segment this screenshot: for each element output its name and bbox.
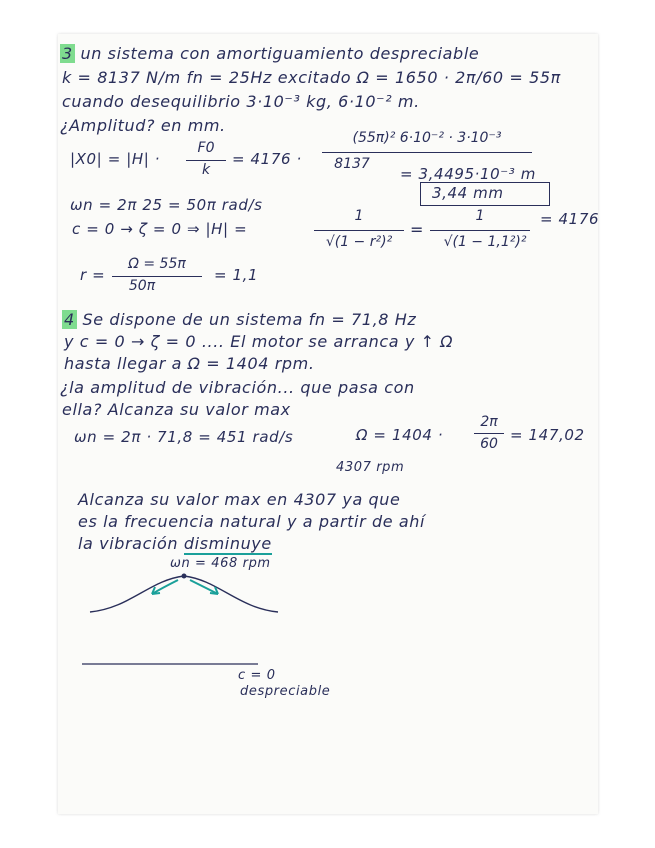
omega-result: = 147,02 [510,426,585,444]
c-zero-equation: c = 0 → ζ = 0 ⇒ |H| = [72,220,248,238]
eq1-mid: = 4176 · [232,150,302,168]
r-result: = 1,1 [214,266,259,284]
eq1-result: = 3,4495·10⁻³ m [400,165,536,183]
eq1-frac-bar [186,160,226,161]
conclusion-1: Alcanza su valor max en 4307 ya que [78,490,401,509]
problem4-line1 [62,310,416,329]
conclusion-2: es la frecuencia natural y a partir de ahí [78,512,426,531]
h2-num: 1 [475,208,485,224]
rpm-note: 4307 rpm [336,460,405,475]
eq1-frac-num: F0 [197,140,215,156]
problem3-line1 [60,44,479,63]
omega-eq-left: Ω = 1404 · [356,426,444,444]
h-num: 1 [354,208,364,224]
eq1-bar [322,152,532,153]
problem3-line2: k = 8137 N/m fn = 25Hz excitado Ω = 1650 · 2π/60 = 55π [62,68,561,87]
problem4-line5: ella? Alcanza su valor max [62,400,291,419]
problem4-text-1: Se dispone de un sistema fn = 71,8 Hz [82,310,417,329]
eq1-boxed-text: 3,44 mm [432,184,504,202]
r-left: r = [80,266,106,284]
h2-bar [430,230,530,231]
peak-label: ωn = 468 rpm [170,556,271,571]
omega-num: 2π [480,414,498,430]
left-arrow [152,580,178,594]
r-bar [112,276,202,277]
problem3-text-1: un sistema con amortiguamiento despreciable [80,44,480,63]
conclusion-3-text: la vibración [78,534,179,553]
eq1-num: (55π)² 6·10⁻² · 3·10⁻³ [352,130,502,146]
h2-den: √(1 − 1,1²)² [443,234,527,250]
axis-c-label: c = 0 [238,668,276,683]
resonance-sketch [80,560,300,680]
problem3-line3: cuando desequilibrio 3·10⁻³ kg, 6·10⁻² m. [62,92,420,111]
conclusion-3 [78,534,272,553]
problem3-line4: ¿Amplitud? en mm. [60,116,226,135]
problem3-number: 3 [62,44,73,63]
r-num: Ω = 55π [128,256,186,272]
resonance-curve [90,576,278,612]
eq1-den: 8137 [334,156,370,172]
h-bar [314,230,404,231]
peak-point [182,574,187,579]
eq1-left: |X0| = |H| · [70,150,161,168]
underlined-word: disminuye [183,534,272,553]
problem4-line2: y c = 0 → ζ = 0 .... El motor se arranca y ↑ Ω [64,332,454,351]
wn-eq-4: ωn = 2π · 71,8 = 451 rad/s [74,428,294,446]
omega-bar [474,433,504,434]
problem4-line4: ¿la amplitud de vibración... que pasa con [60,378,415,397]
eq-sign: = [410,220,425,239]
axis-desp-label: despreciable [240,684,331,699]
r-den: 50π [128,278,156,294]
eq1-frac-den: k [201,162,211,178]
problem4-line3: hasta llegar a Ω = 1404 rpm. [64,354,315,373]
h-result: = 4176 [540,210,600,228]
omega-den: 60 [480,436,498,452]
right-arrow [190,580,218,594]
problem4-number: 4 [64,310,75,329]
h-den: √(1 − r²)² [325,234,393,250]
wn-equation: ωn = 2π 25 = 50π rad/s [70,196,263,214]
